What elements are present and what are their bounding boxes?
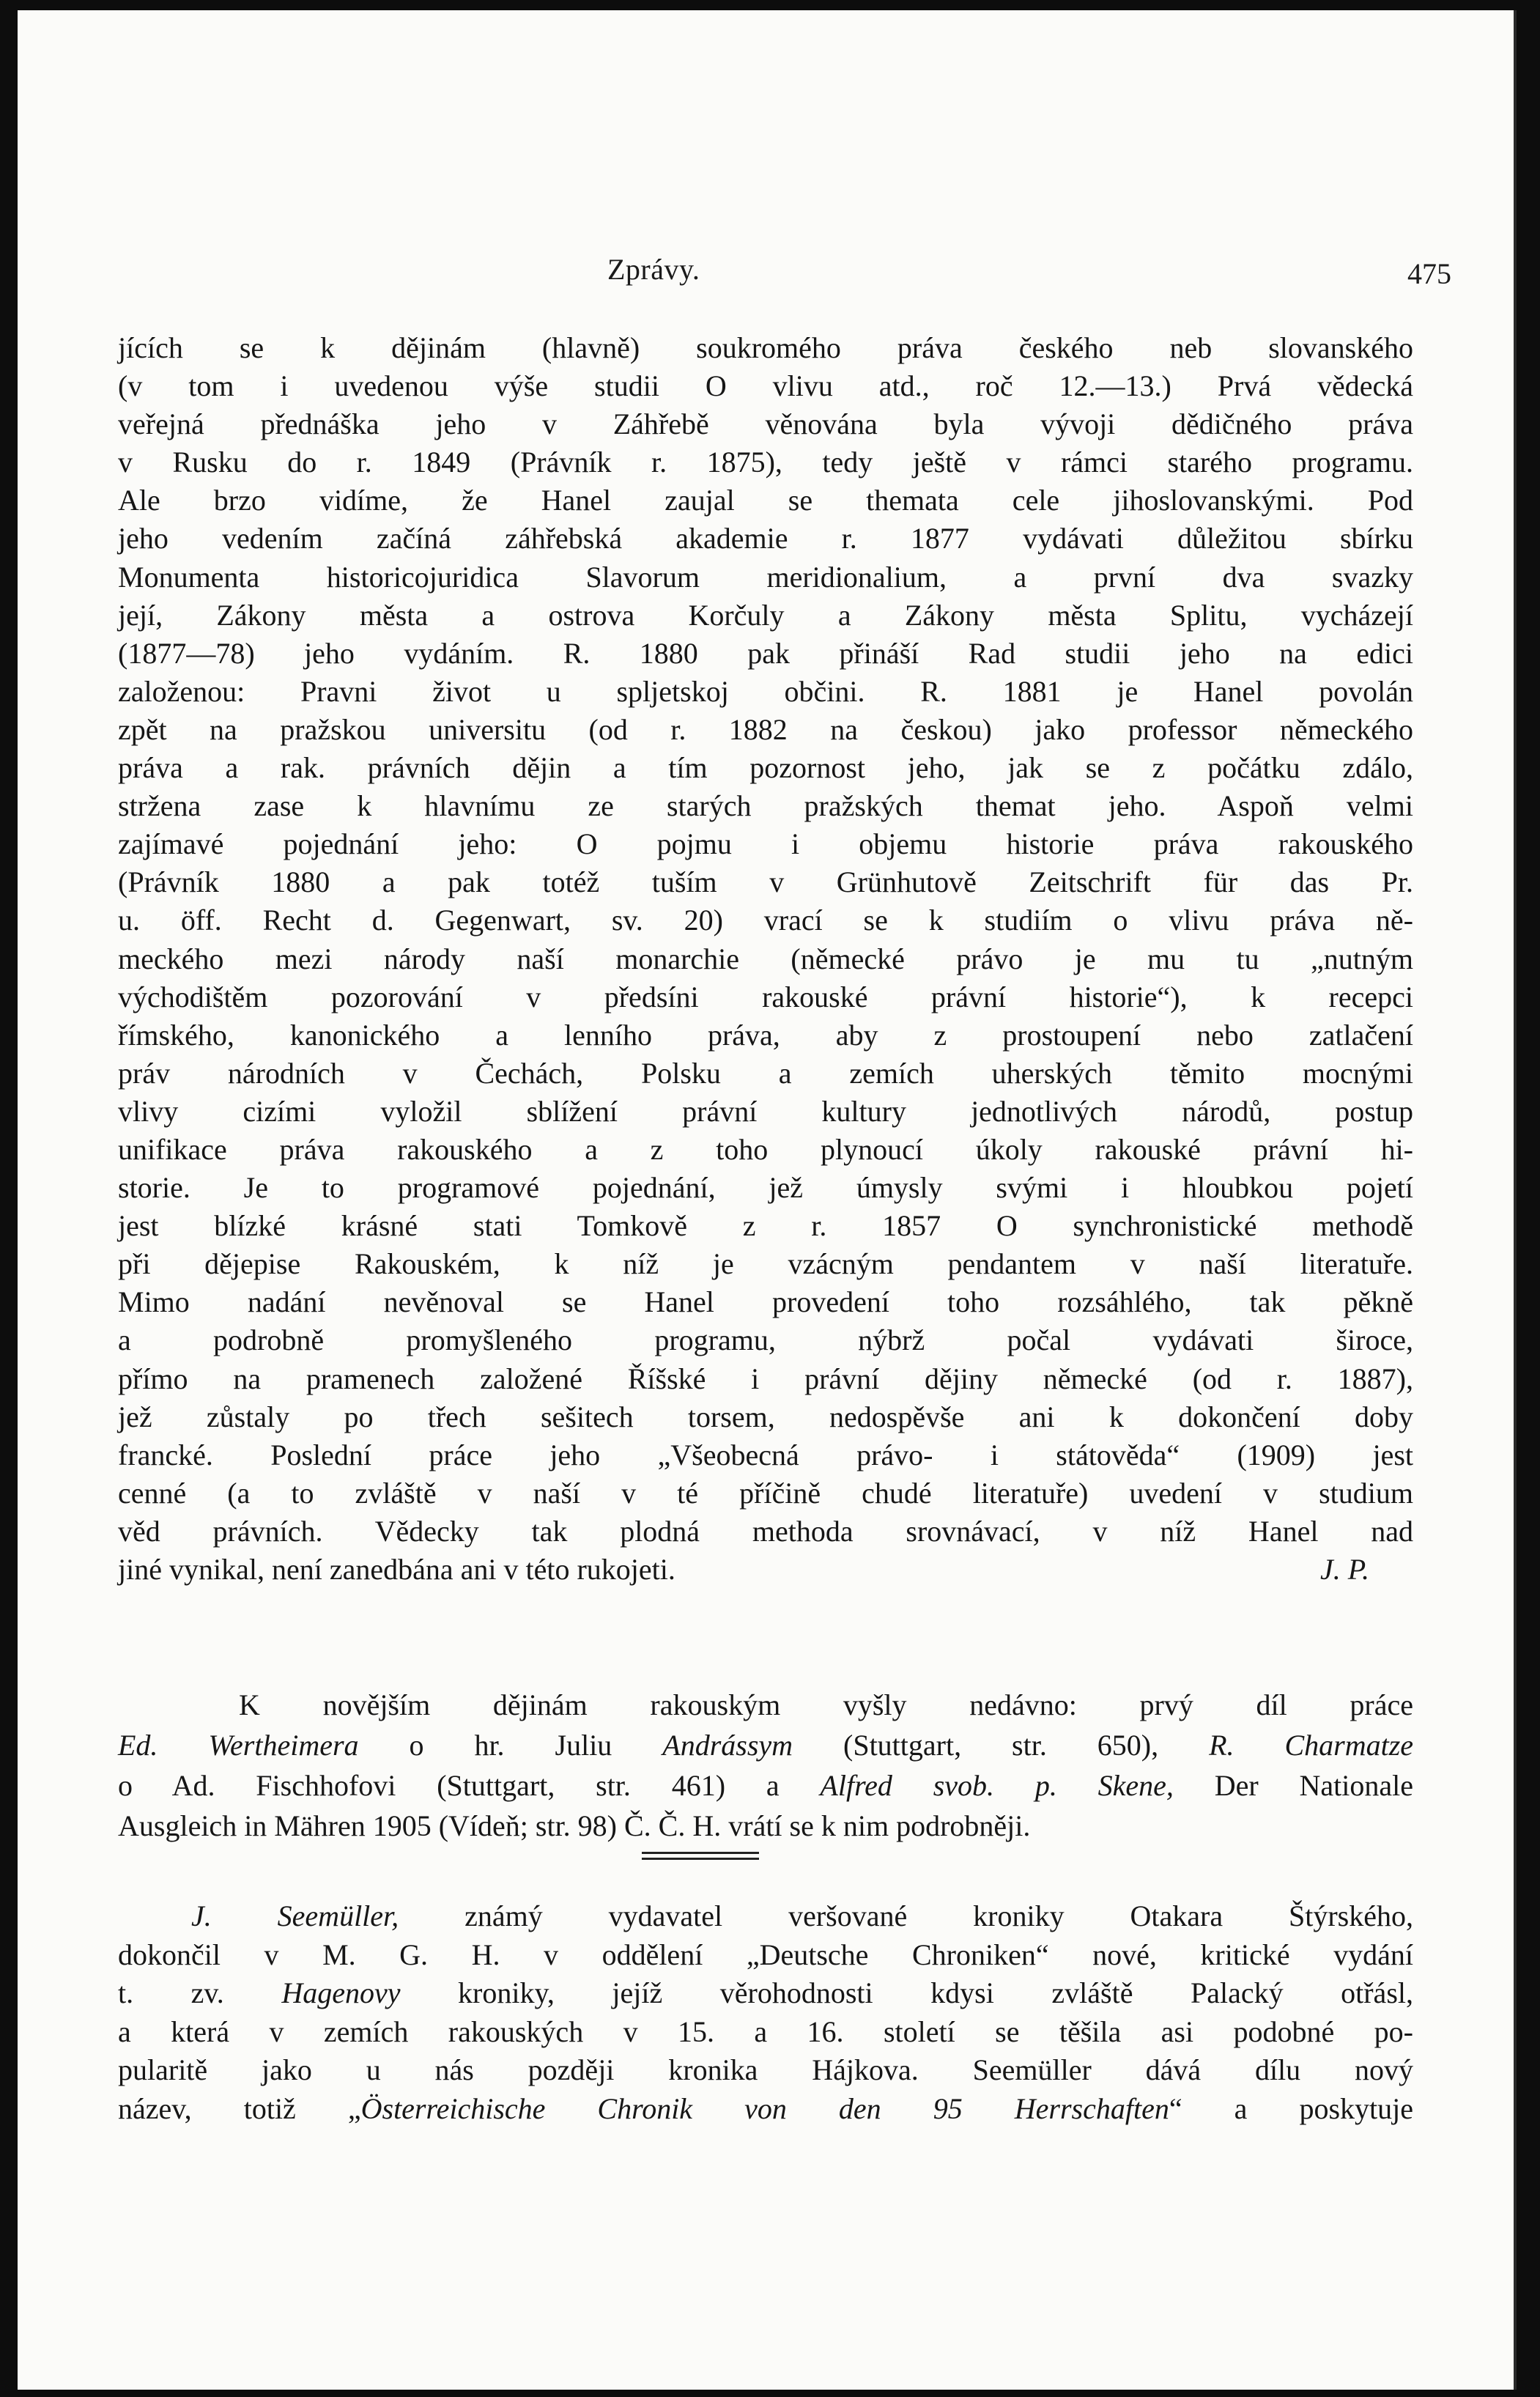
emphasis: Hagenovy bbox=[281, 1976, 401, 2009]
text-line bbox=[118, 1436, 1413, 1474]
author-name: R. Charmatze bbox=[1209, 1729, 1414, 1762]
text-run: kroniky, jejíž věrohodnosti kdysi zvláště Palacký otřásl, bbox=[400, 1976, 1413, 2009]
text-line bbox=[118, 825, 1413, 863]
text-run: jících se k dějinám (hlavně) soukromého práva českého neb slovanského bbox=[118, 331, 1413, 364]
text-run: založenou: Pravni život u spljetskoj občini. R. 1881 je Hanel povolán bbox=[118, 674, 1413, 708]
text-line: pularitě jako u nás později kronika Hájkova. Seemüller dává dílu nový bbox=[118, 2053, 1413, 2086]
text-line: a která v zemích rakouských v 15. a 16. století se těšila asi podobné po- bbox=[118, 2014, 1413, 2048]
text-run: známý vydavatel veršované kroniky Otakara Štýrského, bbox=[399, 1899, 1413, 1932]
text-run: a podrobně promyšleného programu, nýbrž počal vydávati široce, bbox=[118, 1323, 1413, 1357]
text-line bbox=[118, 978, 1413, 1016]
text-line bbox=[118, 863, 1413, 901]
text-run: o hr. Juliu bbox=[358, 1729, 663, 1762]
text-line bbox=[118, 1055, 1413, 1093]
text-run: při dějepise Rakouském, k níž je vzácným pendantem v naší literatuře. bbox=[118, 1247, 1413, 1281]
text-line bbox=[118, 1765, 1413, 1806]
text-line bbox=[118, 1360, 1413, 1398]
text-line bbox=[118, 673, 1413, 711]
text-line bbox=[118, 1551, 1413, 1589]
author-name: J. Seemüller, bbox=[191, 1899, 399, 1932]
text-line bbox=[118, 749, 1413, 787]
text-run: práv národních v Čechách, Polsku a zemích uherských těmito mocnými bbox=[118, 1056, 1413, 1090]
text-line bbox=[118, 1093, 1413, 1131]
text-line: dokončil v M. G. H. v oddělení „Deutsche Chroniken“ nové, kritické vydání bbox=[118, 1938, 1413, 1971]
page-header bbox=[18, 252, 1517, 303]
text-run: jež zůstaly po třech sešitech torsem, nedospěvše ani k dokončení doby bbox=[118, 1400, 1413, 1433]
double-rule-separator bbox=[642, 1852, 759, 1860]
text-run: věd právních. Vědecky tak plodná methoda srovnávací, v níž Hanel nad bbox=[118, 1514, 1413, 1548]
author-name: Andrássym bbox=[662, 1729, 793, 1762]
text-line bbox=[118, 443, 1413, 481]
text-line bbox=[118, 1513, 1413, 1551]
text-run: název, totiž „ bbox=[118, 2091, 361, 2125]
text-line bbox=[118, 367, 1413, 405]
text-line bbox=[118, 1897, 1413, 1936]
text-run: storie. Je to programové pojednání, jež úmysly svými i hloubkou pojetí bbox=[118, 1171, 1413, 1205]
author-name: Alfred svob. p. Skene, bbox=[820, 1769, 1174, 1802]
text-line bbox=[118, 1321, 1413, 1359]
text-line bbox=[118, 1725, 1413, 1765]
paragraph-hanel-obituary bbox=[118, 329, 1413, 1589]
text-run: (v tom i uvedenou výše studii O vlivu atd., roč 12.—13.) Prvá vědecká bbox=[118, 369, 1413, 403]
text-run: jeho vedením začíná záhřebská akademie r. 1877 vydávati důležitou sbírku bbox=[118, 522, 1413, 555]
text-line: K novějším dějinám rakouským vyšly nedávno: prvý díl práce bbox=[239, 1688, 1413, 1721]
paragraph-austrian-history-notice bbox=[118, 1685, 1413, 1846]
paragraph-seemuller-notice bbox=[118, 1897, 1413, 2128]
text-line bbox=[118, 1169, 1413, 1207]
text-line bbox=[118, 1283, 1413, 1321]
book-title: Österreichische Chronik von den 95 Herrschaften bbox=[360, 2091, 1169, 2125]
text-line bbox=[118, 787, 1413, 825]
text-run: veřejná přednáška jeho v Záhřebě věnována byla vývoji dědičného práva bbox=[118, 407, 1413, 441]
text-run: přímo na pramenech založené Říšské i právní dějiny německé (od r. 1887), bbox=[118, 1362, 1413, 1395]
text-line bbox=[118, 1207, 1413, 1245]
text-run: zajímavé pojednání jeho: O pojmu i objemu historie práva rakouského bbox=[118, 827, 1413, 861]
text-run: cenné (a to zvláště v naší v té příčině chudé literatuře) uvedení v studium bbox=[118, 1476, 1413, 1510]
text-run: u. öff. Recht d. Gegenwart, sv. 20) vrací se k studiím o vlivu práva ně- bbox=[118, 904, 1413, 937]
text-run: římského, kanonického a lenního práva, aby z prostoupení nebo zatlačení bbox=[118, 1018, 1413, 1052]
text-line bbox=[118, 597, 1413, 635]
text-run: meckého mezi národy naší monarchie (německé právo je mu tu „nutným bbox=[118, 942, 1413, 975]
text-line bbox=[118, 329, 1413, 367]
text-line bbox=[118, 940, 1413, 978]
author-signature: J. P. bbox=[1319, 1553, 1369, 1586]
text-line bbox=[118, 901, 1413, 939]
text-line bbox=[118, 1016, 1413, 1055]
text-run: jiné vynikal, není zanedbána ani v této rukojeti. bbox=[118, 1553, 675, 1586]
running-title: Zprávy. bbox=[607, 253, 700, 286]
author-name: Ed. Wertheimera bbox=[118, 1729, 359, 1762]
text-line bbox=[118, 635, 1413, 673]
text-line bbox=[118, 1974, 1413, 2013]
text-line: Ausgleich in Mähren 1905 (Vídeň; str. 98) Č. Č. H. vrátí se k nim podrobněji. bbox=[118, 1809, 1031, 1842]
text-run: východištěm pozorování v předsíni rakouské právní historie“), k recepci bbox=[118, 980, 1413, 1013]
text-run: unifikace práva rakouského a z toho plynoucí úkoly rakouské právní hi- bbox=[118, 1132, 1413, 1166]
text-run: o Ad. Fischhofovi (Stuttgart, str. 461) a bbox=[118, 1769, 821, 1802]
text-run: Monumenta historicojuridica Slavorum meridionalium, a první dva svazky bbox=[118, 560, 1413, 594]
text-run: práva a rak. právních dějin a tím pozornost jeho, jak se z počátku zdálo, bbox=[118, 751, 1413, 785]
text-run: v Rusku do r. 1849 (Právník r. 1875), tedy ještě v rámci starého programu. bbox=[118, 446, 1413, 479]
text-line bbox=[118, 1474, 1413, 1513]
text-line bbox=[118, 1131, 1413, 1169]
text-line bbox=[118, 1245, 1413, 1283]
text-line bbox=[118, 520, 1413, 558]
text-run: Ale brzo vidíme, že Hanel zaujal se themata cele jihoslovanskými. Pod bbox=[118, 484, 1413, 517]
text-run: (1877—78) jeho vydáním. R. 1880 pak přináší Rad studii jeho na edici bbox=[118, 636, 1413, 670]
text-line bbox=[118, 1398, 1413, 1436]
text-line bbox=[118, 481, 1413, 520]
text-run: francké. Poslední práce jeho „Všeobecná právo- i státověda“ (1909) jest bbox=[118, 1438, 1413, 1471]
text-run: Der Nationale bbox=[1173, 1769, 1414, 1802]
text-run: vlivy cizími vyložil sblížení právní kultury jednotlivých národů, postup bbox=[118, 1094, 1413, 1128]
text-line bbox=[118, 405, 1413, 443]
text-run: její, Zákony města a ostrova Korčuly a Zákony města Splitu, vycházejí bbox=[118, 598, 1413, 632]
text-line bbox=[118, 558, 1413, 597]
text-run: (Právník 1880 a pak totéž tuším v Grünhutově Zeitschrift für das Pr. bbox=[118, 865, 1413, 899]
text-run: t. zv. bbox=[118, 1976, 282, 2009]
book-page bbox=[18, 10, 1517, 2390]
text-run: “ a poskytuje bbox=[1169, 2091, 1413, 2125]
text-run: jest blízké krásné stati Tomkově z r. 1857 O synchronistické methodě bbox=[118, 1209, 1413, 1243]
text-run: zpět na pražskou universitu (od r. 1882 na českou) jako professor německého bbox=[118, 712, 1413, 746]
text-line bbox=[118, 2090, 1413, 2129]
text-run: stržena zase k hlavnímu ze starých pražských themat jeho. Aspoň velmi bbox=[118, 789, 1413, 823]
text-run: Mimo nadání nevěnoval se Hanel provedení toho rozsáhlého, tak pěkně bbox=[118, 1285, 1413, 1319]
page-number: 475 bbox=[1407, 257, 1451, 290]
text-line bbox=[118, 711, 1413, 749]
text-run: (Stuttgart, str. 650), bbox=[793, 1729, 1210, 1762]
